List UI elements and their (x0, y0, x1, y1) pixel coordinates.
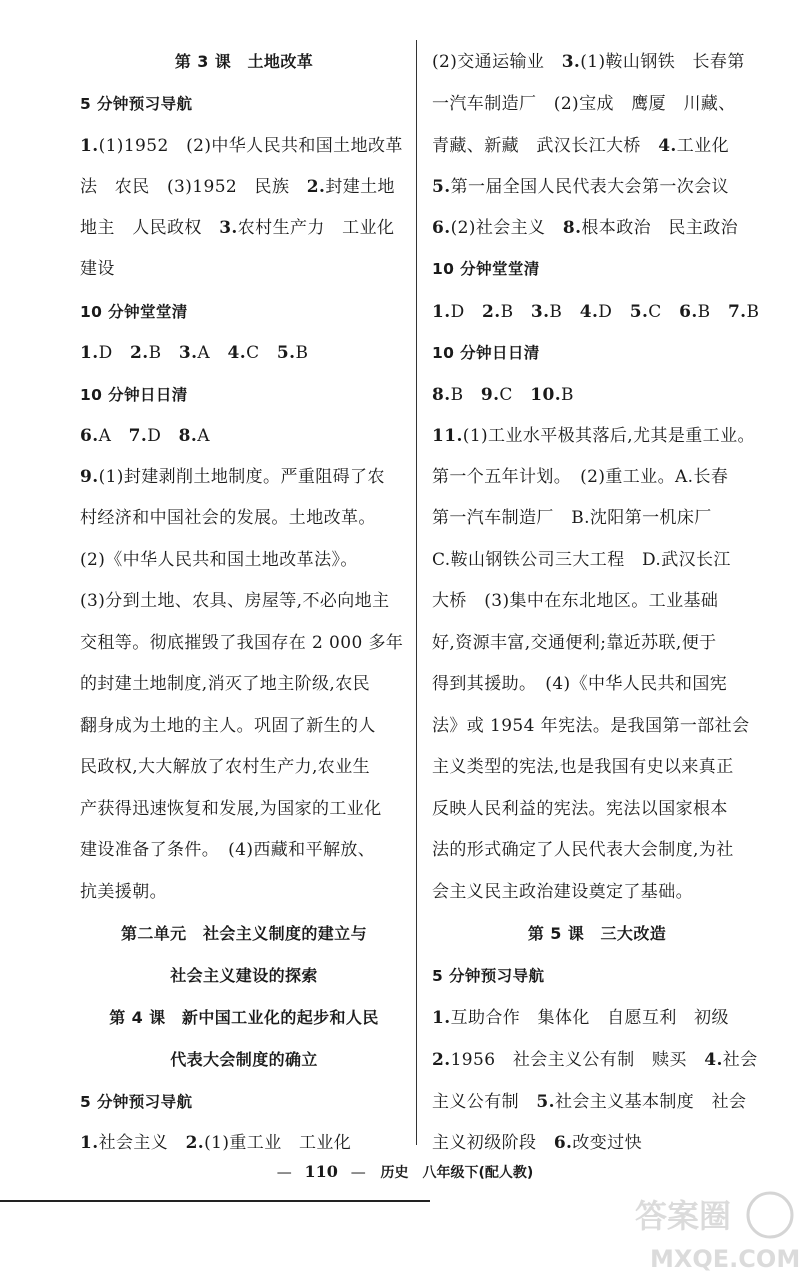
answer-line: 1.社会主义 2.(1)重工业 工业化 (80, 1133, 352, 1153)
answer-line: 1.(1)1952 (2)中华人民共和国土地改革 (80, 136, 403, 156)
answer-line: 主义类型的宪法,也是我国有史以来真正 (432, 757, 734, 777)
lesson-4-title: 代表大会制度的确立 (170, 1050, 318, 1069)
answer-line: 第一个五年计划。 (2)重工业。A.长春 (432, 467, 729, 487)
answer-line: 得到其援助。 (4)《中华人民共和国宪 (432, 674, 728, 694)
answer-line: 建设 (80, 259, 115, 279)
section-heading: 10 分钟堂堂清 (432, 260, 540, 278)
answer-line: 法》或 1954 年宪法。是我国第一部社会 (432, 716, 750, 736)
section-heading: 10 分钟日日清 (80, 386, 188, 404)
answer-line: 翻身成为土地的主人。巩固了新生的人 (80, 716, 376, 736)
answer-line: 产获得迅速恢复和发展,为国家的工业化 (80, 799, 382, 819)
answer-line: 主义公有制 5.社会主义基本制度 社会 (432, 1092, 747, 1112)
column-divider (416, 40, 417, 1145)
page-footer (0, 1162, 810, 1182)
section-heading: 10 分钟堂堂清 (80, 303, 188, 321)
answer-line: 抗美援朝。 (80, 882, 167, 902)
answer-line: 民政权,大大解放了农村生产力,农业生 (80, 757, 371, 777)
answer-line: 主义初级阶段 6.改变过快 (432, 1133, 642, 1153)
choice-answers: 1.D 2.B 3.B 4.D 5.C 6.B 7.B (432, 302, 760, 322)
unit-title: 社会主义建设的探索 (170, 966, 318, 985)
choice-answers: 8.B 9.C 10.B (432, 385, 574, 405)
page-number: 110 (304, 1162, 338, 1181)
lesson-5-title: 第 5 课 三大改造 (527, 924, 667, 943)
answer-line: 法 农民 (3)1952 民族 2.封建土地 (80, 177, 395, 197)
lesson-4-title: 第 4 课 新中国工业化的起步和人民 (109, 1008, 379, 1027)
answer-line: 会主义民主政治建设奠定了基础。 (432, 882, 693, 902)
section-heading: 10 分钟日日清 (432, 344, 540, 362)
answer-line: 5.第一届全国人民代表大会第一次会议 (432, 177, 729, 197)
answer-line: 交租等。彻底摧毁了我国存在 2 000 多年 (80, 633, 404, 653)
answer-line: 好,资源丰富,交通便利;靠近苏联,便于 (432, 633, 717, 653)
footer-dash: — (276, 1163, 292, 1181)
watermark-url: MXQE.COM (650, 1245, 800, 1273)
answer-line: 6.(2)社会主义 8.根本政治 民主政治 (432, 218, 739, 238)
answer-line: 的封建土地制度,消灭了地主阶级,农民 (80, 674, 371, 694)
answer-line: 反映人民利益的宪法。宪法以国家根本 (432, 799, 728, 819)
answer-line: 2.1956 社会主义公有制 赎买 4.社会 (432, 1050, 758, 1070)
answer-line: 法的形式确定了人民代表大会制度,为社 (432, 840, 734, 860)
answer-line: 11.(1)工业水平极其落后,尤其是重工业。 (432, 426, 755, 446)
choice-answers: 1.D 2.B 3.A 4.C 5.B (80, 343, 309, 363)
bottom-rule (0, 1200, 430, 1202)
answer-line: (2)交通运输业 3.(1)鞍山钢铁 长春第 (432, 52, 745, 72)
watermark-logo (630, 1185, 800, 1275)
section-heading: 5 分钟预习导航 (432, 967, 545, 985)
watermark-text: 答案圈 (635, 1197, 732, 1235)
answer-line: (2)《中华人民共和国土地改革法》。 (80, 550, 358, 570)
unit-title: 第二单元 社会主义制度的建立与 (120, 924, 367, 943)
choice-answers: 6.A 7.D 8.A (80, 426, 210, 446)
section-heading: 5 分钟预习导航 (80, 95, 193, 113)
answer-line: 1.互助合作 集体化 自愿互利 初级 (432, 1008, 729, 1028)
answer-line: (3)分到土地、农具、房屋等,不必向地主 (80, 591, 390, 611)
answer-line: 9.(1)封建剥削土地制度。严重阻碍了农 (80, 467, 385, 487)
footer-subject: 历史 八年级下(配人教) (380, 1165, 534, 1181)
answer-line: 建设准备了条件。 (4)西藏和平解放、 (80, 840, 376, 860)
answer-line: 一汽车制造厂 (2)宝成 鹰厦 川藏、 (432, 94, 736, 114)
lesson-3-title: 第 3 课 土地改革 (174, 52, 314, 71)
answer-line: 第一汽车制造厂 B.沈阳第一机床厂 (432, 508, 712, 528)
answer-line: 青藏、新藏 武汉长江大桥 4.工业化 (432, 136, 729, 156)
section-heading: 5 分钟预习导航 (80, 1093, 193, 1111)
footer-dash: — (350, 1163, 366, 1181)
answer-line: 大桥 (3)集中在东北地区。工业基础 (432, 591, 719, 611)
answer-line: C.鞍山钢铁公司三大工程 D.武汉长江 (432, 550, 731, 570)
answer-line: 地主 人民政权 3.农村生产力 工业化 (80, 218, 395, 238)
answer-line: 村经济和中国社会的发展。土地改革。 (80, 508, 376, 528)
